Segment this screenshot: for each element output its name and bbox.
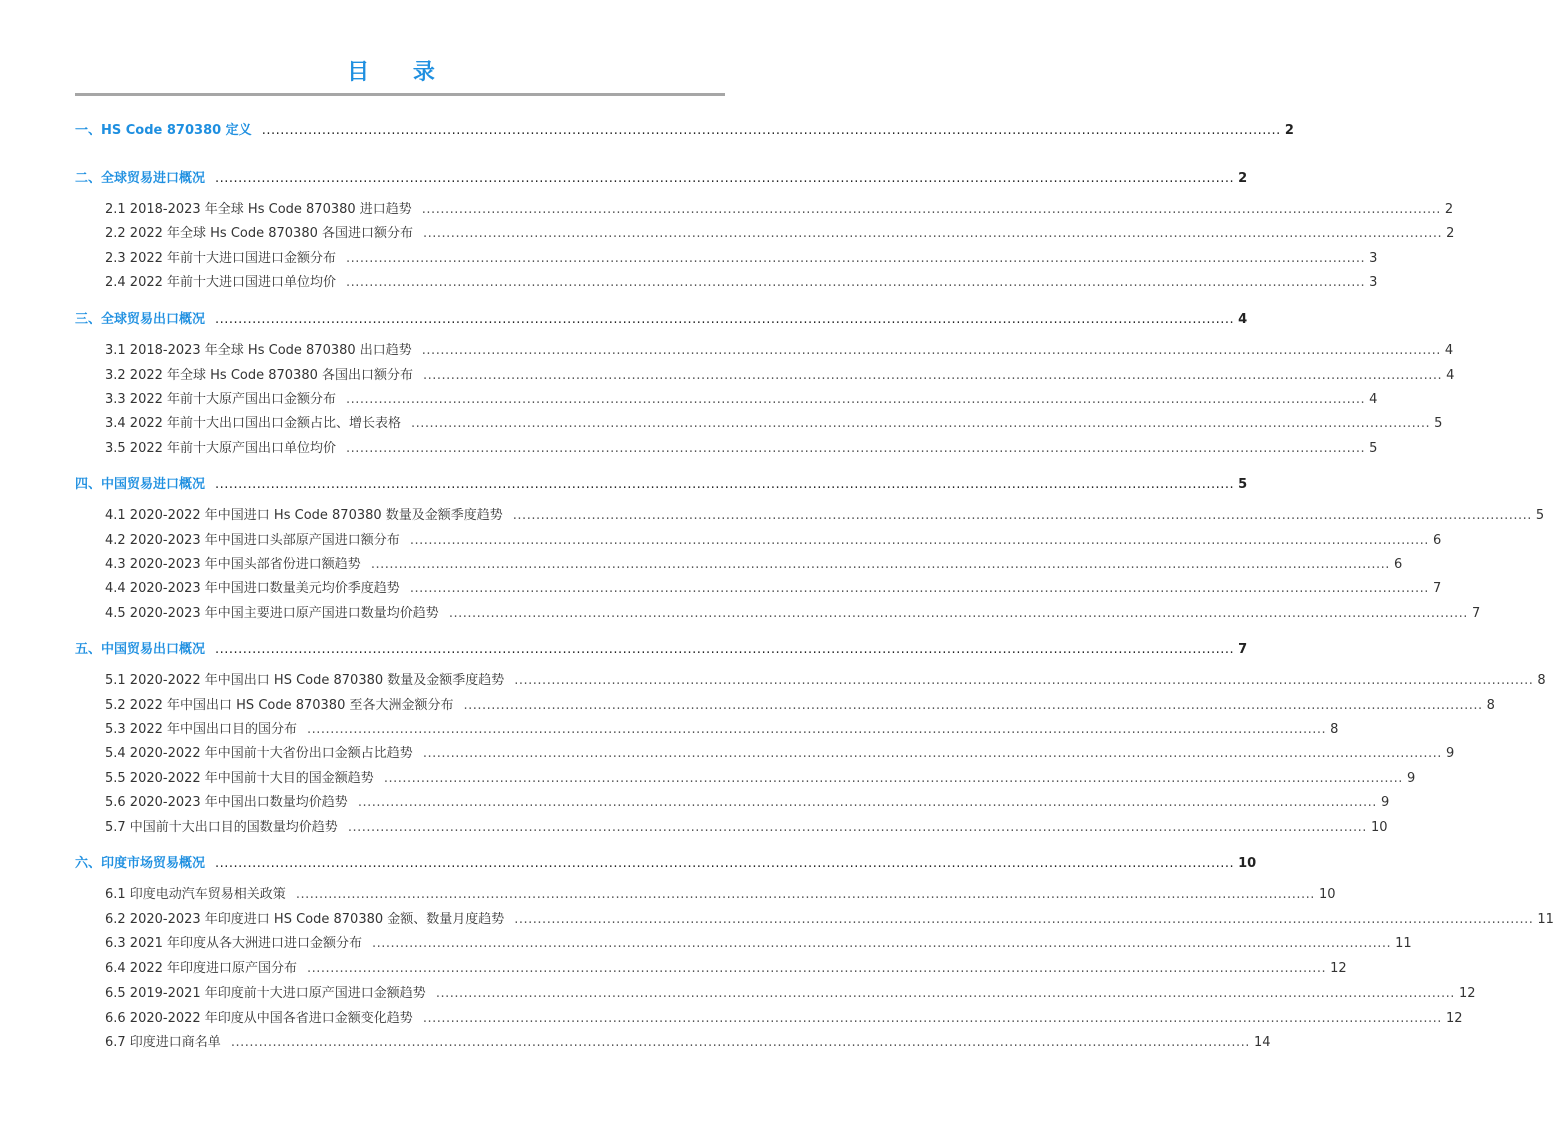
toc-page-number: 8	[1330, 722, 1339, 737]
toc-subsection-entry[interactable]	[105, 507, 1545, 525]
toc-subsection-entry[interactable]	[105, 201, 1454, 219]
toc-entry-label: 六、印度市场贸易概况	[75, 856, 206, 871]
toc-subsection-entry[interactable]	[105, 911, 1554, 929]
toc-page-number: 12	[1445, 1011, 1463, 1026]
toc-page-number: 9	[1380, 795, 1390, 810]
toc-entry-label: 6.3 2021 年印度从各大洲进口进口金额分布	[105, 936, 363, 951]
toc-entry-label: 5.2 2022 年中国出口 HS Code 870380 至各大洲金额分布	[105, 698, 454, 713]
dot-leader: ............................................................................................................................................................................................................................	[346, 275, 1366, 290]
dot-leader: ............................................................................................................................................................................................................................	[372, 936, 1392, 951]
toc-subsection-entry[interactable]	[105, 391, 1378, 409]
toc-section-entry[interactable]	[75, 855, 1257, 873]
dot-leader: ............................................................................................................................................................................................................................	[423, 368, 1443, 383]
dot-leader: ............................................................................................................................................................................................................................	[230, 1035, 1250, 1050]
toc-page-number: 14	[1253, 1035, 1271, 1050]
toc-entry-label: 5.4 2020-2022 年中国前十大省份出口金额占比趋势	[105, 746, 413, 761]
toc-entry-label: 五、中国贸易出口概况	[75, 642, 206, 657]
toc-subsection-entry[interactable]	[105, 605, 1481, 623]
toc-entry-label: 4.2 2020-2023 年中国进口头部原产国进口额分布	[105, 533, 400, 548]
toc-page-number: 7	[1471, 606, 1481, 621]
dot-leader: ............................................................................................................................................................................................................................	[346, 441, 1366, 456]
dot-leader: ............................................................................................................................................................................................................................	[370, 557, 1390, 572]
toc-page-number: 8	[1537, 673, 1546, 688]
toc-section-entry[interactable]	[75, 170, 1248, 188]
toc-subsection-entry[interactable]	[105, 225, 1455, 243]
toc-page-number: 4	[1238, 312, 1248, 327]
toc-page-number: 4	[1369, 392, 1378, 407]
toc-entry-label: 5.5 2020-2022 年中国前十大目的国金额趋势	[105, 771, 374, 786]
dot-leader: ............................................................................................................................................................................................................................	[409, 533, 1429, 548]
dot-leader: ............................................................................................................................................................................................................................	[307, 961, 1327, 976]
toc-page-number: 6	[1393, 557, 1403, 572]
toc-subsection-entry[interactable]	[105, 960, 1347, 978]
dot-leader: ............................................................................................................................................................................................................................	[215, 171, 1235, 186]
toc-entry-label: 5.6 2020-2023 年中国出口数量均价趋势	[105, 795, 348, 810]
toc-page-number: 3	[1369, 275, 1378, 290]
toc-page-number: 11	[1395, 936, 1412, 951]
toc-subsection-entry[interactable]	[105, 342, 1454, 360]
dot-leader: ............................................................................................................................................................................................................................	[346, 392, 1366, 407]
toc-subsection-entry[interactable]	[105, 770, 1416, 788]
dot-leader: ............................................................................................................................................................................................................................	[423, 226, 1443, 241]
toc-subsection-entry[interactable]	[105, 794, 1390, 812]
toc-section-entry[interactable]	[75, 311, 1248, 329]
dot-leader: ............................................................................................................................................................................................................................	[347, 820, 1367, 835]
toc-entry-label: 四、中国贸易进口概况	[75, 477, 206, 492]
toc-entry-label: 2.2 2022 年全球 Hs Code 870380 各国进口额分布	[105, 226, 414, 241]
toc-entry-label: 4.3 2020-2023 年中国头部省份进口额趋势	[105, 557, 361, 572]
dot-leader: ............................................................................................................................................................................................................................	[215, 642, 1235, 657]
toc-entry-label: 3.2 2022 年全球 Hs Code 870380 各国出口额分布	[105, 368, 414, 383]
toc-subsection-entry[interactable]	[105, 819, 1388, 837]
dot-leader: ............................................................................................................................................................................................................................	[512, 508, 1532, 523]
toc-entry-label: 二、全球贸易进口概况	[75, 171, 206, 186]
toc-entry-label: 6.1 印度电动汽车贸易相关政策	[105, 887, 286, 902]
dot-leader: ............................................................................................................................................................................................................................	[421, 343, 1441, 358]
toc-subsection-entry[interactable]	[105, 985, 1476, 1003]
toc-page-number: 9	[1445, 746, 1455, 761]
toc-section-entry[interactable]	[75, 476, 1248, 494]
toc-page-number: 6	[1432, 533, 1442, 548]
dot-leader: ............................................................................................................................................................................................................................	[448, 606, 1468, 621]
dot-leader: ............................................................................................................................................................................................................................	[346, 251, 1366, 266]
toc-entry-label: 6.7 印度进口商名单	[105, 1035, 221, 1050]
toc-entry-label: 6.4 2022 年印度进口原产国分布	[105, 961, 298, 976]
toc-page-number: 10	[1318, 887, 1336, 902]
dot-leader: ............................................................................................................................................................................................................................	[215, 856, 1235, 871]
toc-page-number: 5	[1369, 441, 1378, 456]
toc-page-number: 10	[1370, 820, 1388, 835]
toc-entry-label: 三、全球贸易出口概况	[75, 312, 206, 327]
toc-subsection-entry[interactable]	[105, 415, 1443, 433]
toc-section-entry[interactable]	[75, 122, 1294, 140]
dot-leader: ............................................................................................................................................................................................................................	[422, 746, 1442, 761]
toc-page-number: 7	[1238, 642, 1248, 657]
dot-leader: ............................................................................................................................................................................................................................	[421, 202, 1441, 217]
toc-entry-label: 6.5 2019-2021 年印度前十大进口原产国进口金额趋势	[105, 986, 426, 1001]
dot-leader: ............................................................................................................................................................................................................................	[463, 698, 1483, 713]
toc-page-number: 12	[1330, 961, 1347, 976]
toc-entry-label: 6.6 2020-2022 年印度从中国各省进口金额变化趋势	[105, 1011, 413, 1026]
toc-page-number: 5	[1434, 416, 1443, 431]
toc-page-number: 4	[1444, 343, 1454, 358]
toc-subsection-entry[interactable]	[105, 745, 1455, 763]
toc-entry-label: 2.4 2022 年前十大进口国进口单位均价	[105, 275, 337, 290]
dot-leader: ............................................................................................................................................................................................................................	[215, 312, 1235, 327]
toc-entry-label: 5.3 2022 年中国出口目的国分布	[105, 722, 298, 737]
toc-entry-label: 6.2 2020-2023 年印度进口 HS Code 870380 金额、数量月度趋势	[105, 912, 505, 927]
toc-entry-label: 2.1 2018-2023 年全球 Hs Code 870380 进口趋势	[105, 202, 412, 217]
dot-leader: ............................................................................................................................................................................................................................	[514, 912, 1534, 927]
toc-page-number: 11	[1537, 912, 1554, 927]
toc-page-number: 2	[1444, 202, 1454, 217]
toc-page-number: 10	[1238, 856, 1257, 871]
toc-entry-label: 5.7 中国前十大出口目的国数量均价趋势	[105, 820, 338, 835]
toc-section-entry[interactable]	[75, 641, 1248, 659]
toc-page-number: 5	[1238, 477, 1248, 492]
toc-subsection-entry[interactable]	[105, 580, 1442, 598]
toc-subsection-entry[interactable]	[105, 886, 1336, 904]
toc-subsection-entry[interactable]	[105, 672, 1546, 690]
toc-subsection-entry[interactable]	[105, 274, 1378, 292]
toc-entry-label: 3.3 2022 年前十大原产国出口金额分布	[105, 392, 337, 407]
toc-page-number: 7	[1432, 581, 1442, 596]
page-title: 目 录	[347, 60, 453, 85]
toc-subsection-entry[interactable]	[105, 367, 1455, 385]
toc-page-number: 2	[1238, 171, 1248, 186]
dot-leader: ............................................................................................................................................................................................................................	[514, 673, 1534, 688]
toc-page-number: 8	[1486, 698, 1495, 713]
toc-page-number: 5	[1535, 508, 1545, 523]
toc-subsection-entry[interactable]	[105, 250, 1378, 268]
dot-leader: ............................................................................................................................................................................................................................	[295, 887, 1315, 902]
title-divider	[75, 93, 725, 96]
toc-entry-label: 5.1 2020-2022 年中国出口 HS Code 870380 数量及金额季度趋势	[105, 673, 505, 688]
dot-leader: ............................................................................................................................................................................................................................	[261, 123, 1281, 138]
dot-leader: ............................................................................................................................................................................................................................	[409, 581, 1429, 596]
toc-entry-label: 4.1 2020-2022 年中国进口 Hs Code 870380 数量及金额季度趋势	[105, 508, 503, 523]
toc-subsection-entry[interactable]	[105, 1034, 1271, 1052]
toc-page-number: 2	[1284, 123, 1294, 138]
toc-subsection-entry[interactable]	[105, 1010, 1463, 1028]
toc-subsection-entry[interactable]	[105, 532, 1442, 550]
toc-entry-label: 4.5 2020-2023 年中国主要进口原产国进口数量均价趋势	[105, 606, 439, 621]
toc-page-number: 9	[1406, 771, 1416, 786]
toc-page-number: 2	[1446, 226, 1455, 241]
dot-leader: ............................................................................................................................................................................................................................	[383, 771, 1403, 786]
toc-page-number: 3	[1369, 251, 1378, 266]
toc-subsection-entry[interactable]	[105, 935, 1412, 953]
dot-leader: ............................................................................................................................................................................................................................	[357, 795, 1377, 810]
toc-subsection-entry[interactable]	[105, 721, 1339, 739]
toc-entry-label: 2.3 2022 年前十大进口国进口金额分布	[105, 251, 337, 266]
toc-subsection-entry[interactable]	[105, 440, 1378, 458]
toc-entry-label: 4.4 2020-2023 年中国进口数量美元均价季度趋势	[105, 581, 400, 596]
toc-subsection-entry[interactable]	[105, 697, 1495, 715]
toc-entry-label: 3.5 2022 年前十大原产国出口单位均价	[105, 441, 337, 456]
dot-leader: ............................................................................................................................................................................................................................	[215, 477, 1235, 492]
dot-leader: ............................................................................................................................................................................................................................	[422, 1011, 1442, 1026]
dot-leader: ............................................................................................................................................................................................................................	[435, 986, 1455, 1001]
toc-entry-label: 3.4 2022 年前十大出口国出口金额占比、增长表格	[105, 416, 402, 431]
toc-entry-label: 3.1 2018-2023 年全球 Hs Code 870380 出口趋势	[105, 343, 412, 358]
dot-leader: ............................................................................................................................................................................................................................	[307, 722, 1327, 737]
toc-page-number: 4	[1446, 368, 1455, 383]
toc-entry-label: 一、HS Code 870380 定义	[75, 123, 252, 138]
toc-page-number: 12	[1458, 986, 1476, 1001]
toc-subsection-entry[interactable]	[105, 556, 1403, 574]
dot-leader: ............................................................................................................................................................................................................................	[411, 416, 1431, 431]
